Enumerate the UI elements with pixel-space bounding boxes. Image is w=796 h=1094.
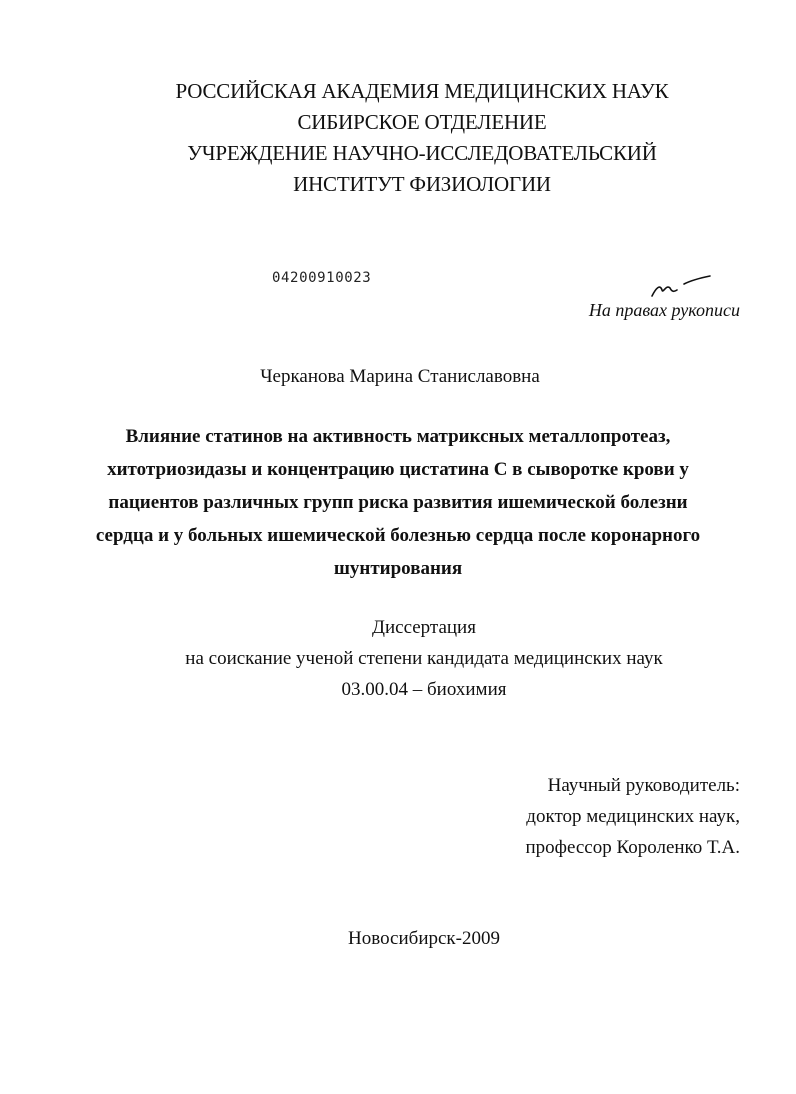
registration-number: 04200910023 — [272, 270, 372, 286]
title-line-4: сердца и у больных ишемической болезнью сердца после коронарного — [95, 525, 701, 546]
supervisor-name: профессор Короленко Т.А. — [525, 837, 740, 858]
organization-line-4: ИНСТИТУТ ФИЗИОЛОГИИ — [293, 172, 551, 196]
title-line-1: Влияние статинов на активность матриксных металлопротеаз, — [125, 426, 671, 447]
dissertation-specialty: 03.00.04 – биохимия — [341, 679, 507, 700]
title-line-2: хитотриозидазы и концентрацию цистатина С в сыворотке крови у — [107, 459, 689, 480]
supervisor-degree: доктор медицинских наук, — [526, 806, 740, 827]
title-line-3: пациентов различных групп риска развития ишемической болезни — [108, 492, 688, 513]
dissertation-degree: на соискание ученой степени кандидата медицинских наук — [185, 648, 663, 669]
author-name: Черканова Марина Станиславовна — [260, 366, 540, 387]
dissertation-type: Диссертация — [372, 617, 476, 638]
manuscript-note: На правах рукописи — [588, 300, 740, 320]
dissertation-title — [62, 420, 734, 585]
organization-line-2: СИБИРСКОЕ ОТДЕЛЕНИЕ — [297, 110, 547, 134]
organization-line-1: РОССИЙСКАЯ АКАДЕМИЯ МЕДИЦИНСКИХ НАУК — [175, 79, 669, 103]
supervisor-block — [525, 770, 740, 863]
dissertation-info — [26, 612, 796, 705]
supervisor-label: Научный руководитель: — [547, 775, 740, 796]
signature-icon — [644, 270, 714, 300]
city-year: Новосибирск-2009 — [348, 928, 500, 949]
organization-header — [24, 76, 796, 200]
title-line-5: шунтирования — [333, 558, 463, 579]
organization-line-3: УЧРЕЖДЕНИЕ НАУЧНО-ИССЛЕДОВАТЕЛЬСКИЙ — [187, 141, 657, 165]
